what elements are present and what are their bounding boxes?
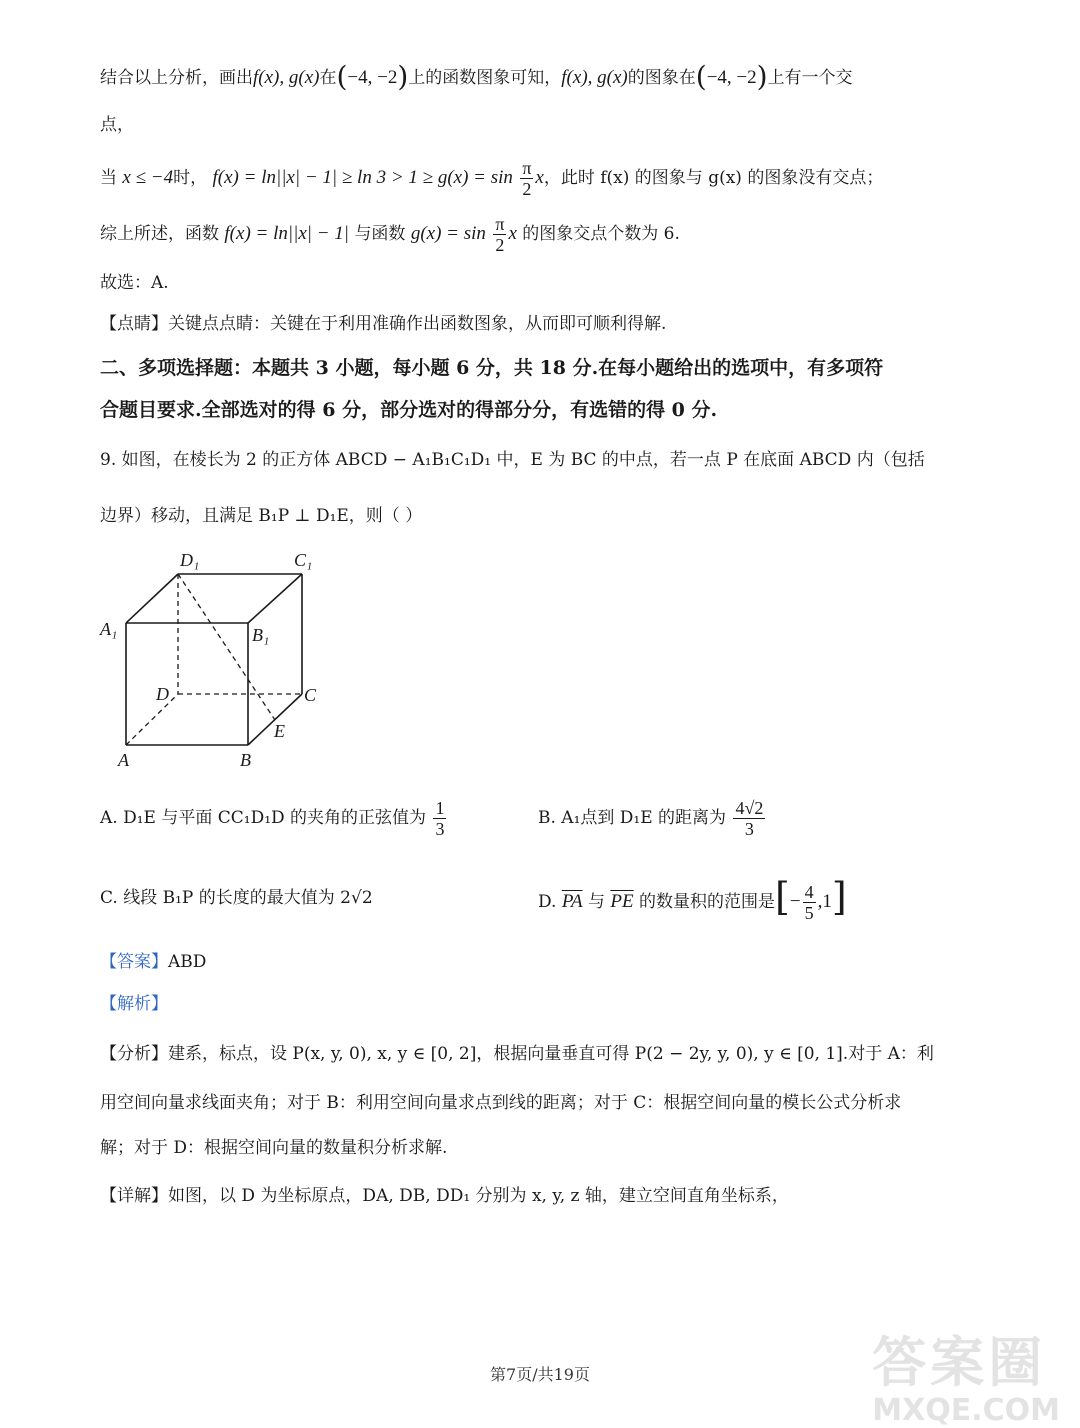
answer-tag: 【答案】 [100, 952, 168, 972]
option-d-fraction [803, 882, 816, 923]
option-d-label: D. [538, 892, 557, 912]
option-a-text: A. D₁E 与平面 CC₁D₁D 的夹角的正弦值为 [100, 808, 427, 828]
math: x [508, 223, 517, 244]
fenxi-line-3: 解；对于 D：根据空间向量的数量积分析求解. [100, 1138, 448, 1158]
text-line-1: 结合以上分析，画出f(x), g(x)在(−4, −2)上的函数图象可知，f(x), g(x)的图象在(−4, −2)上有一个交 [100, 60, 853, 93]
text: 与 [588, 892, 606, 912]
math: x ≤ −4 [122, 167, 174, 188]
comment-tag: 【点睛】 [100, 314, 168, 334]
option-c: C. 线段 B₁P 的长度的最大值为 2√2 [100, 888, 373, 908]
math: f(x), g(x) [253, 67, 320, 88]
label-b1: B₁ [252, 625, 270, 645]
den: 3 [744, 819, 754, 839]
option-a-fraction [433, 798, 446, 839]
math: ,1 [817, 891, 832, 912]
text: 当 [100, 168, 117, 188]
label-a: A [118, 750, 129, 770]
xiangjie-tag: 【详解】 [100, 1186, 168, 1206]
num: 4 [804, 882, 814, 902]
section-heading-line-1: 二、多项选择题：本题共 3 小题，每小题 6 分，共 18 分.在每小题给出的选项中，有多项符 [100, 357, 884, 379]
label-c1: C₁ [294, 550, 313, 570]
math: x [535, 167, 544, 188]
segment-d1e [178, 574, 275, 720]
num: π [522, 158, 532, 178]
text: 与函数 [354, 224, 406, 244]
num: 1 [435, 798, 445, 818]
label-e: E [274, 721, 285, 741]
text: 上的函数图象可知， [408, 68, 562, 88]
text: ，此时 f(x) 的图象与 g(x) 的图象没有交点； [543, 168, 884, 188]
math: f(x) = ln||x| − 1| ≥ ln 3 > 1 ≥ g(x) = sin [212, 167, 513, 188]
answer-value: ABD [168, 952, 207, 972]
option-b [538, 793, 767, 843]
text-line-3 [100, 158, 883, 199]
label-c: C [304, 685, 317, 705]
math: f(x) = ln||x| − 1| [224, 223, 350, 244]
math: −4, −2 [706, 67, 757, 88]
cube-figure [98, 540, 338, 775]
edge-a1d1 [126, 574, 178, 623]
text: 在 [319, 68, 337, 88]
label-d1: D₁ [180, 550, 200, 570]
comment-text: 关键点点睛：关键在于利用准确作出函数图象，从而即可顺利得解. [168, 314, 667, 334]
option-b-text: B. A₁点到 D₁E 的距离为 [538, 808, 727, 828]
num: 4√2 [735, 798, 764, 818]
page-footer: 第7页/共19页 [490, 1365, 590, 1384]
math: f(x), g(x) [561, 67, 628, 88]
text-line-2: 点， [100, 115, 134, 135]
label-b: B [240, 750, 251, 770]
answer-line [100, 948, 206, 976]
option-d: D. $\overline{PA}$ 与 $\overline{PE}$ 的数量积的范围是[− $\frac{4}{5}$ ,1] [538, 875, 847, 923]
num: π [495, 214, 505, 234]
option-b-fraction [733, 798, 765, 839]
text-line-4 [100, 214, 680, 255]
choose-line: 故选：A. [100, 273, 169, 293]
vector-pa: $\overline{PA}$ [561, 891, 583, 912]
label-a1: A₁ [100, 619, 118, 639]
comment-line [100, 310, 666, 338]
watermark-bottom: MXQE.COM [872, 1393, 1060, 1428]
xiangjie-line [100, 1182, 789, 1210]
text: 结合以上分析，画出 [100, 68, 253, 88]
edge-ad [126, 694, 178, 745]
jiexi-tag: 【解析】 [100, 994, 168, 1014]
fraction-pi-over-2 [520, 158, 533, 199]
text: 的数量积的范围是 [639, 892, 776, 912]
option-a [100, 793, 448, 843]
watermark-top: 答案圈 [872, 1331, 1047, 1394]
xiangjie-text: 如图，以 D 为坐标原点，DA, DB, DD₁ 分别为 x, y, z 轴，建立空间直角坐标系， [168, 1186, 789, 1206]
text: 的图象交点个数为 6. [522, 224, 680, 244]
fenxi-line-2: 用空间向量求线面夹角；对于 B：利用空间向量求点到线的距离；对于 C：根据空间向量的模长公式分析求 [100, 1093, 902, 1113]
label-d: D [156, 684, 169, 704]
text: 上有一个交 [767, 68, 853, 88]
text: 时， [173, 168, 208, 188]
fenxi-text: 建系，标点，设 P(x, y, 0), x, y ∈ [0, 2]，根据向量垂直可得 P(2 − 2y, y, 0), y ∈ [0, 1].对于 A：利 [168, 1044, 934, 1064]
den: 5 [804, 903, 814, 923]
text: 综上所述，函数 [100, 224, 219, 244]
den: 2 [495, 235, 505, 255]
fraction-pi-over-2 [493, 214, 506, 255]
edge-b1c1 [248, 574, 302, 623]
fenxi-line-1 [100, 1040, 934, 1068]
text: 的图象在 [627, 68, 696, 88]
math: −4, −2 [347, 67, 398, 88]
den: 3 [435, 819, 445, 839]
question-9-line-1: 9. 如图，在棱长为 2 的正方体 ABCD − A₁B₁C₁D₁ 中，E 为 BC 的中点，若一点 P 在底面 ABCD 内（包括 [100, 450, 925, 470]
section-heading-line-2: 合题目要求.全部选对的得 6 分，部分选对的得部分分，有选错的得 0 分. [100, 399, 718, 421]
fenxi-tag: 【分析】 [100, 1044, 168, 1064]
watermark [872, 1320, 1060, 1428]
den: 2 [522, 179, 532, 199]
question-9-line-2: 边界）移动，且满足 B₁P ⊥ D₁E，则（ ） [100, 506, 423, 526]
vector-pe: $\overline{PE}$ [610, 891, 634, 912]
math: g(x) = sin [410, 223, 486, 244]
